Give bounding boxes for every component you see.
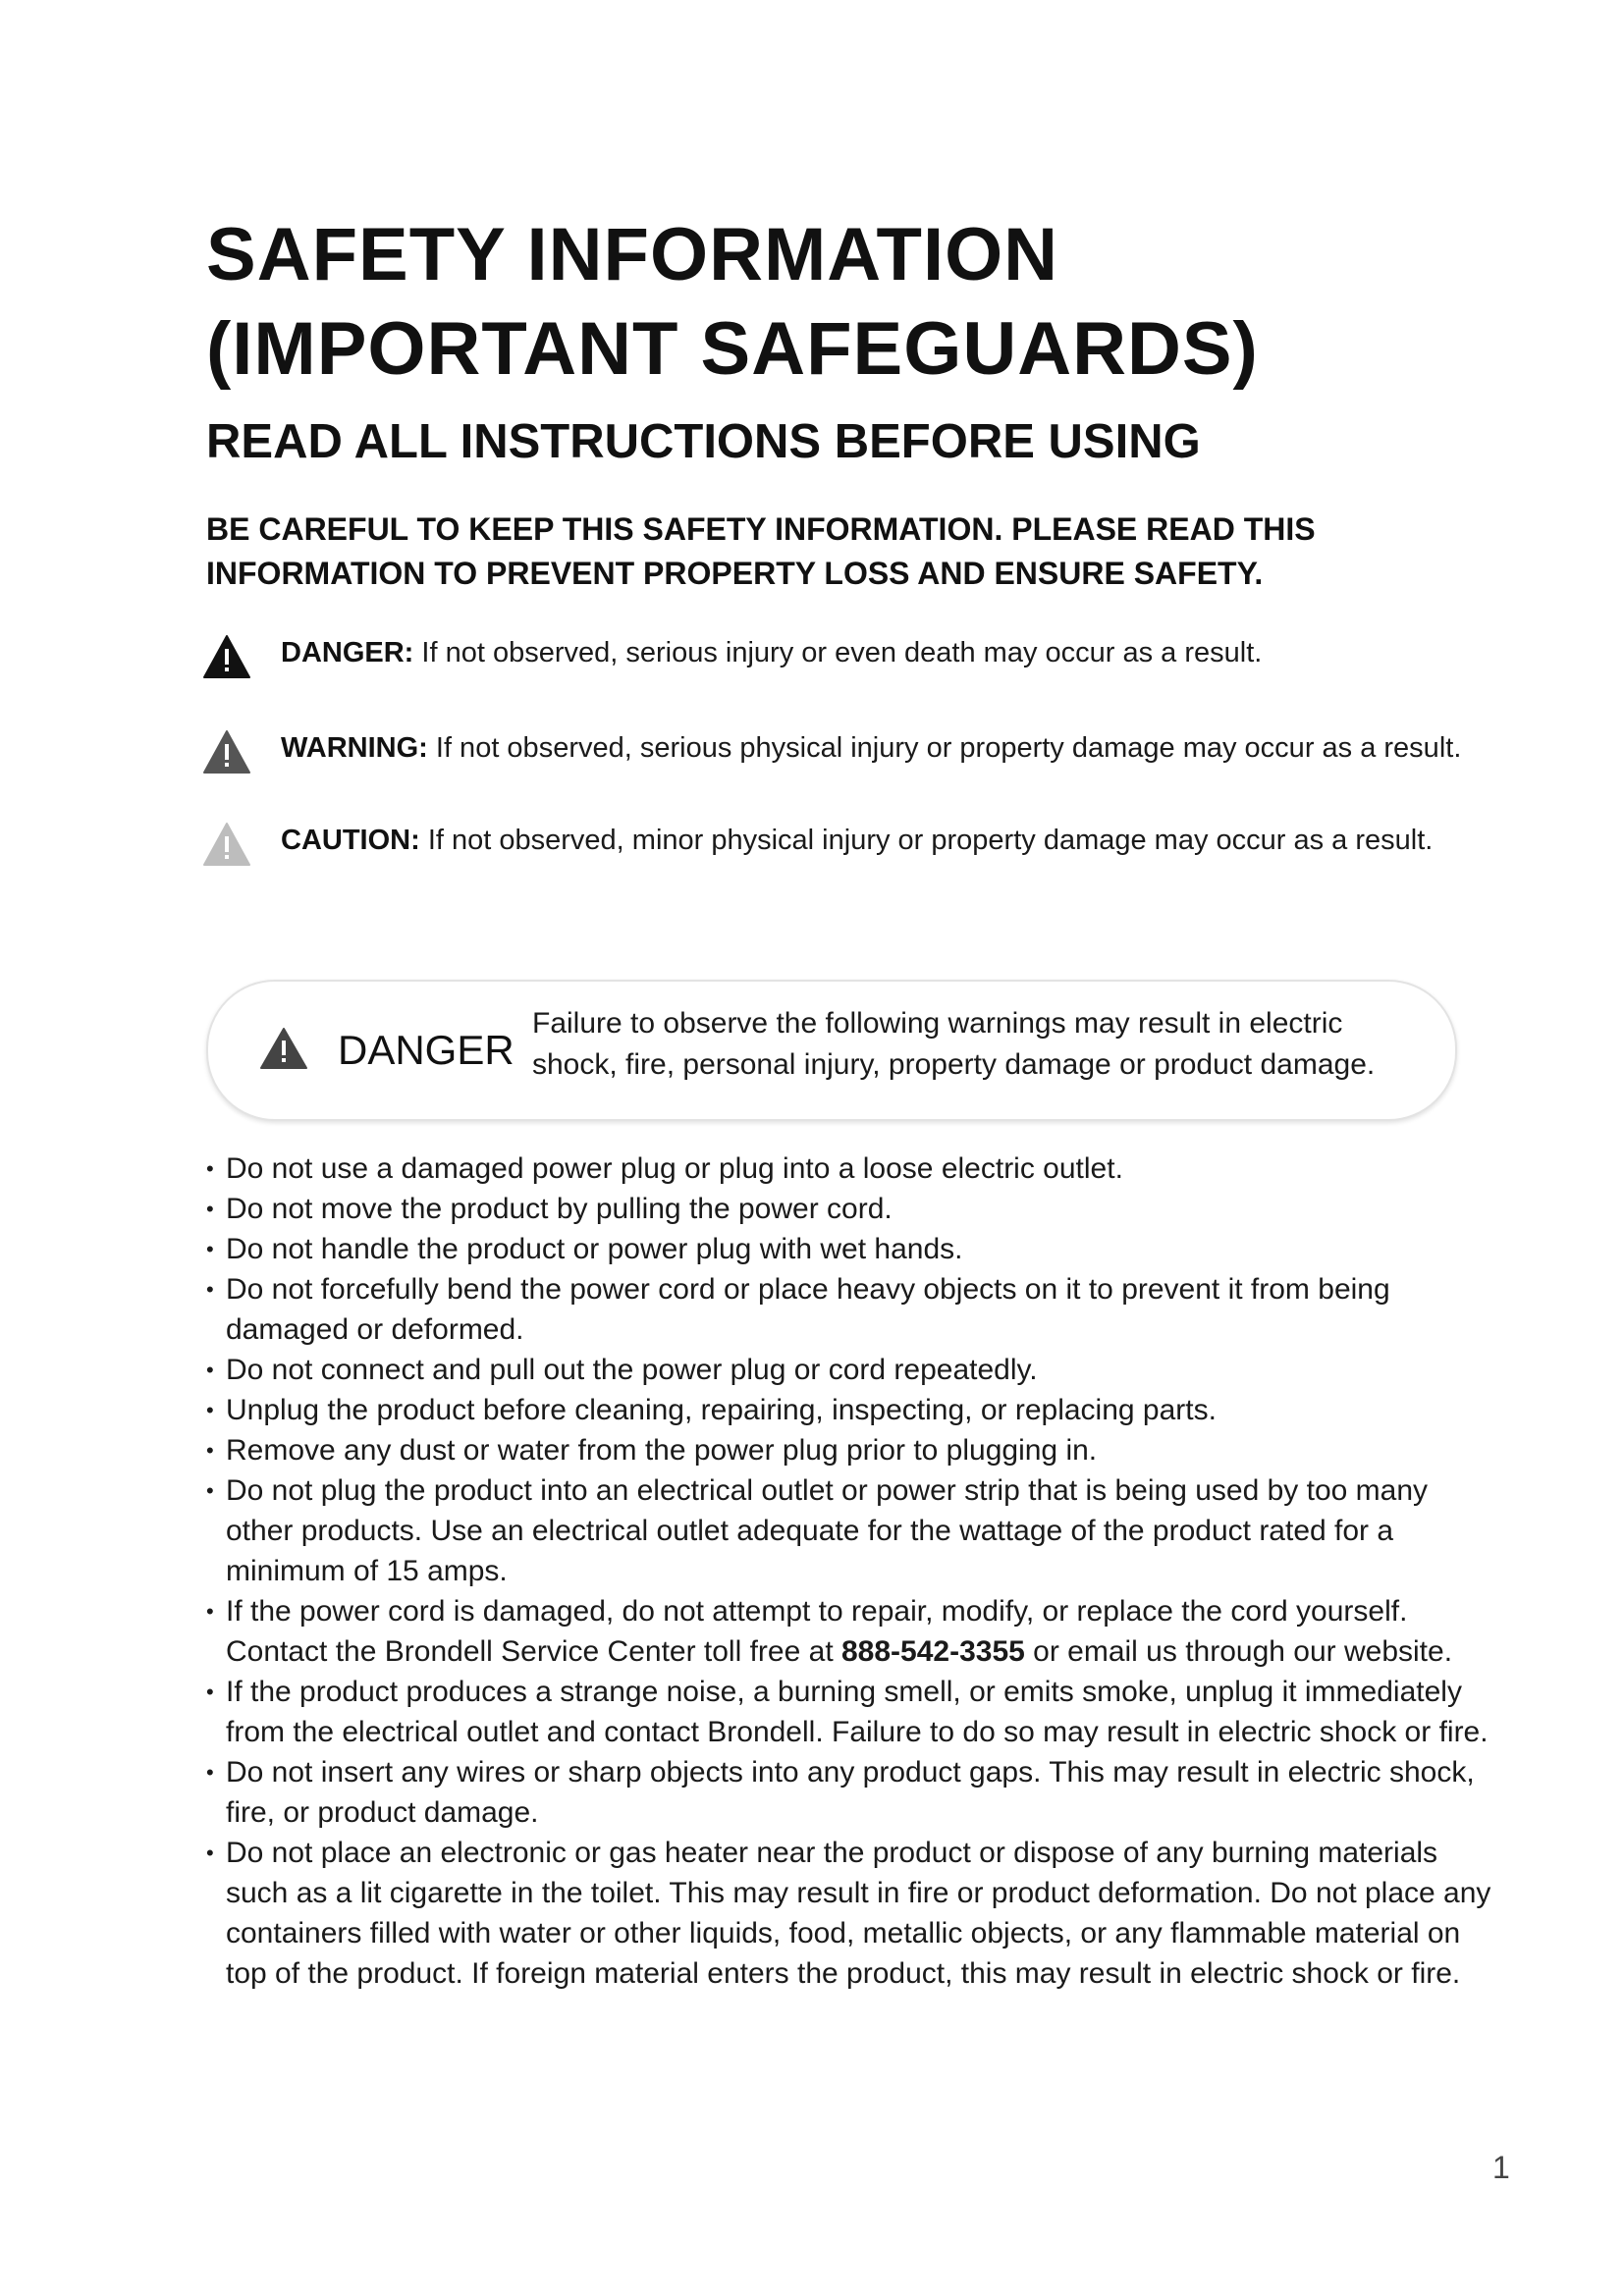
list-item: • Do not move the product by pulling the power cord. [206, 1189, 1522, 1229]
hazard-level-caution [202, 816, 1597, 865]
service-phone-number: 888-542-3355 [840, 1635, 1025, 1668]
safety-warnings-list [206, 1148, 1522, 1994]
list-item: • Do not plug the product into an electrical outlet or power strip that is being used by too many other products. Use an electrical outlet adequate for the wattage of the product rated for a minimum of 15 amps. [206, 1470, 1522, 1591]
list-item: • Do not place an electronic or gas heater near the product or dispose of any burning materials such as a lit cigarette in the toilet. This may result in fire or product deformation. Do not place any containers filled with water or other liquids, food, metallic objects, or any flammable material on top of the product. If foreign material enters the product, this may result in electric shock or fire. [206, 1833, 1522, 1994]
warning-triangle-icon [202, 634, 251, 679]
warning-triangle-icon [202, 822, 251, 867]
danger-description [532, 1003, 1445, 1086]
danger-label: DANGER [338, 1027, 514, 1073]
list-item: • Do not use a damaged power plug or plug into a loose electric outlet. [206, 1148, 1522, 1189]
danger-callout-box [206, 980, 1457, 1121]
intro-line-1: BE CAREFUL TO KEEP THIS SAFETY INFORMATION. PLEASE READ THIS [206, 511, 1316, 547]
page-number: 1 [1492, 2150, 1510, 2185]
danger-description-line-2: shock, fire, personal injury, property damage or product damage. [532, 1048, 1376, 1081]
list-item: • Do not handle the product or power plug with wet hands. [206, 1229, 1522, 1269]
hazard-level-label: CAUTION: [281, 825, 420, 856]
hazard-level-description: If not observed, minor physical injury or property damage may occur as a result. [427, 825, 1434, 856]
hazard-level-text [281, 816, 1433, 865]
list-item: • Remove any dust or water from the power plug prior to plugging in. [206, 1430, 1522, 1470]
hazard-level-text [281, 723, 1461, 773]
warning-triangle-icon [202, 729, 251, 774]
page-subtitle: READ ALL INSTRUCTIONS BEFORE USING [206, 415, 1201, 468]
hazard-level-description: If not observed, serious injury or even death may occur as a result. [421, 637, 1263, 668]
list-item: • Do not connect and pull out the power plug or cord repeatedly. [206, 1350, 1522, 1390]
title-line-1: SAFETY INFORMATION [206, 213, 1059, 296]
page-title [206, 208, 1259, 397]
hazard-level-warning [202, 723, 1597, 773]
hazard-level-label: WARNING: [281, 732, 428, 764]
intro-line-2: INFORMATION TO PREVENT PROPERTY LOSS AND ENSURE SAFETY. [206, 556, 1264, 591]
warning-triangle-icon [259, 1027, 308, 1070]
intro-text [206, 507, 1483, 596]
list-item: • Do not forcefully bend the power cord or place heavy objects on it to prevent it from being damaged or deformed. [206, 1269, 1522, 1350]
hazard-level-label: DANGER: [281, 637, 414, 668]
list-item: • If the product produces a strange noise, a burning smell, or emits smoke, unplug it immediately from the electrical outlet and contact Brondell. Failure to do so may result in electric shock or fire. [206, 1672, 1522, 1752]
hazard-level-danger [202, 628, 1597, 677]
hazard-level-text [281, 628, 1262, 677]
title-line-2: (IMPORTANT SAFEGUARDS) [206, 307, 1259, 391]
list-item: • Unplug the product before cleaning, repairing, inspecting, or replacing parts. [206, 1390, 1522, 1430]
danger-description-line-1: Failure to observe the following warnings may result in electric [532, 1007, 1343, 1040]
hazard-level-description: If not observed, serious physical injury or property damage may occur as a result. [435, 732, 1462, 764]
list-item: • Do not insert any wires or sharp objects into any product gaps. This may result in electric shock, fire, or product damage. [206, 1752, 1522, 1833]
list-item: • If the power cord is damaged, do not attempt to repair, modify, or replace the cord yourself. Contact the Brondell Service Center toll free at 888-542-3355 or email us through our website. [206, 1591, 1522, 1672]
